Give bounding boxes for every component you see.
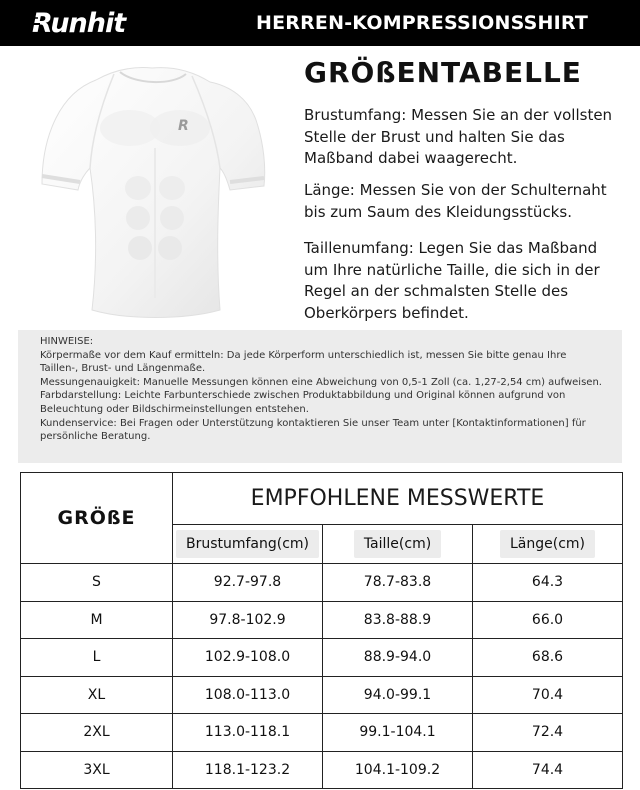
length-cell: 74.4 [473, 751, 623, 789]
size-cell: M [21, 601, 173, 639]
header-bar [0, 0, 640, 46]
length-cell: 64.3 [473, 564, 623, 602]
chest-measure-text: Brustumfang: Messen Sie an der vollsten Stelle der Brust und halten Sie das Maßband dabei waagerecht. [304, 106, 613, 167]
column-header-waist: Taille(cm) [323, 525, 473, 564]
notes-box [18, 330, 622, 463]
waist-cell: 94.0-99.1 [323, 676, 473, 714]
length-cell: 72.4 [473, 714, 623, 752]
waist-measure-text: Taillenumfang: Legen Sie das Maßband um Ihre natürliche Taille, die sich in der Regel an der schmalsten Stelle des Oberkörpers befindet. [304, 239, 600, 322]
waist-cell: 78.7-83.8 [323, 564, 473, 602]
chest-cell: 108.0-113.0 [173, 676, 323, 714]
brand-logo [30, 6, 138, 40]
note-line: Messungenauigkeit: Manuelle Messungen können eine Abweichung von 0,5-1 Zoll (ca. 1,27-2,54 cm) aufweisen. [40, 376, 602, 388]
column-header-chest: Brustumfang(cm) [173, 525, 323, 564]
length-cell: 66.0 [473, 601, 623, 639]
table-row [21, 676, 623, 714]
svg-text:R: R [178, 118, 189, 134]
chest-cell: 92.7-97.8 [173, 564, 323, 602]
note-line: Körpermaße vor dem Kauf ermitteln: Da jede Körperform unterschiedlich ist, messen Sie bitte genau Ihre Taillen-, Brust- und Längenmaße. [40, 349, 567, 375]
waist-cell: 83.8-88.9 [323, 601, 473, 639]
length-cell: 70.4 [473, 676, 623, 714]
length-measure-text: Länge: Messen Sie von der Schulternaht bis zum Saum des Kleidungsstücks. [304, 181, 607, 221]
chest-cell: 113.0-118.1 [173, 714, 323, 752]
product-shirt-image [34, 58, 270, 320]
size-table [20, 472, 622, 786]
note-line: Kundenservice: Bei Fragen oder Unterstützung kontaktieren Sie unser Team unter [Kontaktinformationen] für persönliche Beratung. [40, 417, 586, 443]
chest-cell: 118.1-123.2 [173, 751, 323, 789]
column-header-length: Länge(cm) [473, 525, 623, 564]
waist-cell: 104.1-109.2 [323, 751, 473, 789]
size-cell: XL [21, 676, 173, 714]
size-cell: S [21, 564, 173, 602]
size-column-header: GRÖßE [21, 473, 173, 564]
table-row [21, 564, 623, 602]
waist-cell: 99.1-104.1 [323, 714, 473, 752]
waist-cell: 88.9-94.0 [323, 639, 473, 677]
chest-cell: 102.9-108.0 [173, 639, 323, 677]
size-cell: 2XL [21, 714, 173, 752]
recommended-values-header: EMPFOHLENE MESSWERTE [173, 473, 623, 525]
size-cell: L [21, 639, 173, 677]
notes-heading: HINWEISE: [40, 336, 94, 347]
table-row [21, 601, 623, 639]
length-cell: 68.6 [473, 639, 623, 677]
chest-cell: 97.8-102.9 [173, 601, 323, 639]
svg-text:Runhit: Runhit [32, 8, 126, 39]
note-line: Farbdarstellung: Leichte Farbunterschiede zwischen Produktabbildung und Original können aufgrund von Beleuchtung oder Bildschirmeinstellungen entstehen. [40, 390, 566, 415]
table-row [21, 714, 623, 752]
table-row [21, 639, 623, 677]
header-title: HERREN-KOMPRESSIONSSHIRT [255, 12, 588, 34]
size-cell: 3XL [21, 751, 173, 789]
table-row [21, 751, 623, 789]
size-guide-heading: GRÖßENTABELLE [304, 56, 582, 89]
